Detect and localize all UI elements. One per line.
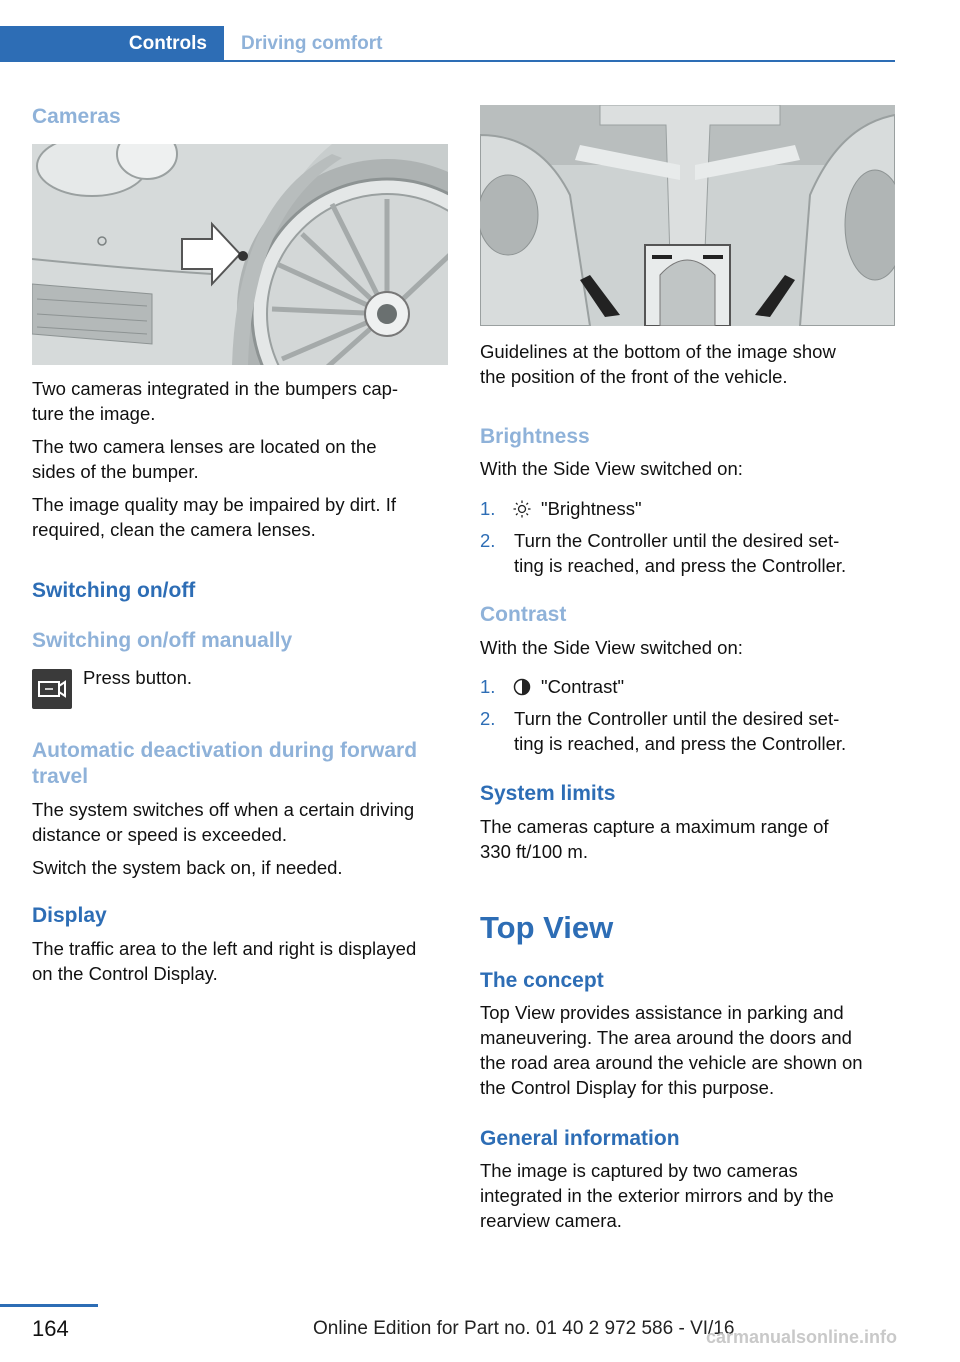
- brightness-svg: [513, 500, 531, 518]
- bumper-camera-svg: [32, 144, 448, 365]
- press-button-text: Press button.: [83, 667, 193, 688]
- auto-paragraph-1-cont: distance or speed is exceeded.: [32, 824, 288, 845]
- manual-switching-heading: Switching on/off manually: [32, 629, 293, 652]
- edition-text: Online Edition for Part no. 01 40 2 972 586 - VI/16: [313, 1318, 735, 1339]
- limits-line-2: 330 ft/100 m.: [480, 841, 588, 862]
- cameras-paragraph-2-cont: sides of the bumper.: [32, 461, 199, 482]
- brightness-step-1-number: 1.: [480, 498, 496, 519]
- contrast-heading: Contrast: [480, 603, 567, 626]
- contrast-step-1-number: 1.: [480, 676, 496, 697]
- side-view-illustration: [480, 105, 895, 326]
- brightness-step-2-line2: ting is reached, and press the Controller.: [514, 555, 847, 576]
- display-paragraph-1-cont: on the Control Display.: [32, 963, 218, 984]
- side-view-svg: [480, 105, 895, 326]
- concept-text: [480, 1000, 900, 1100]
- auto-deactivation-heading: [32, 738, 457, 790]
- watermark: carmanualsonline.info: [706, 1327, 898, 1347]
- header-rule: [0, 60, 895, 62]
- contrast-step-1-text: "Contrast": [541, 676, 625, 697]
- cameras-paragraph-3: The image quality may be impaired by dirt. If: [32, 494, 396, 515]
- general-line-3: rearview camera.: [480, 1210, 622, 1231]
- contrast-svg: [513, 678, 531, 696]
- general-line-1: The image is captured by two cameras: [480, 1160, 798, 1181]
- concept-line-1: Top View provides assistance in parking and: [480, 1002, 844, 1023]
- auto-paragraph-1: The system switches off when a certain driving: [32, 799, 415, 820]
- brightness-step-1: [480, 496, 900, 521]
- concept-line-3: the road area around the vehicle are shown on: [480, 1052, 863, 1073]
- cameras-paragraph-3-cont: required, clean the camera lenses.: [32, 519, 316, 540]
- cameras-text: [32, 376, 452, 542]
- contrast-step-1: [480, 674, 900, 699]
- tab-controls-label: Controls: [128, 33, 207, 54]
- brightness-intro: With the Side View switched on:: [480, 458, 743, 479]
- auto-deactivation-text: [32, 797, 457, 880]
- concept-line-4: the Control Display for this purpose.: [480, 1077, 775, 1098]
- bumper-camera-illustration: [32, 144, 448, 365]
- brightness-step-2-number: 2.: [480, 530, 496, 551]
- cameras-paragraph-1-cont: ture the image.: [32, 403, 156, 424]
- cameras-heading: Cameras: [32, 105, 121, 128]
- contrast-step-2-text: [514, 706, 900, 756]
- general-info-text: [480, 1158, 900, 1233]
- auto-paragraph-2: Switch the system back on, if needed.: [32, 857, 343, 878]
- contrast-step-2-line1: Turn the Controller until the desired set-: [514, 708, 840, 729]
- auto-deactivation-heading-line2: travel: [32, 765, 89, 788]
- system-limits-text: [480, 814, 900, 864]
- switching-heading: Switching on/off: [32, 579, 196, 602]
- tab-driving-comfort-label: Driving comfort: [241, 33, 383, 54]
- brightness-heading: Brightness: [480, 425, 590, 448]
- footer-rule: [0, 1304, 98, 1307]
- contrast-icon: [513, 677, 531, 695]
- contrast-step-2-number: 2.: [480, 708, 496, 729]
- display-text: [32, 936, 457, 986]
- brightness-step-1-text: "Brightness": [541, 498, 642, 519]
- brightness-step-2-text: [514, 528, 900, 578]
- limits-line-1: The cameras capture a maximum range of: [480, 816, 829, 837]
- tab-driving-comfort[interactable]: [224, 26, 382, 62]
- general-line-2: integrated in the exterior mirrors and by the: [480, 1185, 834, 1206]
- top-view-heading: Top View: [480, 910, 614, 945]
- tab-controls[interactable]: [0, 26, 224, 62]
- camera-button-svg: [32, 669, 72, 709]
- concept-line-2: maneuvering. The area around the doors and: [480, 1027, 852, 1048]
- brightness-step-2-line1: Turn the Controller until the desired set-: [514, 530, 840, 551]
- cameras-paragraph-1: Two cameras integrated in the bumpers cap-: [32, 378, 399, 399]
- camera-button-icon: [32, 669, 72, 709]
- cameras-paragraph-2: The two camera lenses are located on the: [32, 436, 377, 457]
- display-paragraph-1: The traffic area to the left and right is displayed: [32, 938, 417, 959]
- auto-deactivation-heading-line1: Automatic deactivation during forward: [32, 739, 418, 762]
- page-number: 164: [32, 1316, 69, 1341]
- concept-heading: The concept: [480, 969, 604, 992]
- general-info-heading: General information: [480, 1127, 680, 1150]
- contrast-step-2-line2: ting is reached, and press the Controller.: [514, 733, 847, 754]
- caption-line-2: the position of the front of the vehicle.: [480, 366, 788, 387]
- system-limits-heading: System limits: [480, 782, 616, 805]
- contrast-intro: With the Side View switched on:: [480, 637, 743, 658]
- display-heading: Display: [32, 904, 107, 927]
- caption-line-1: Guidelines at the bottom of the image show: [480, 341, 836, 362]
- contrast-step-2: [480, 706, 900, 756]
- brightness-icon: [513, 499, 531, 517]
- side-view-caption: [480, 339, 900, 389]
- brightness-step-2: [480, 528, 900, 578]
